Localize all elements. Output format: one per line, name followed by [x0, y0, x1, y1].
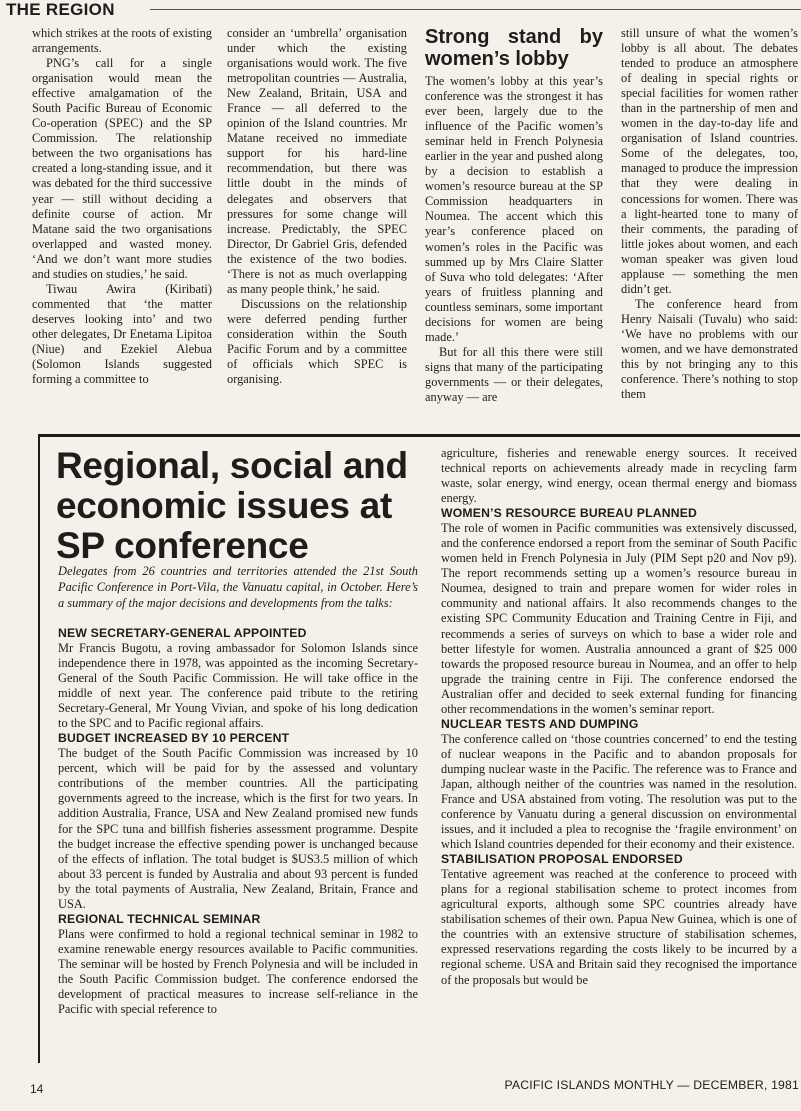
paragraph: But for all this there were still signs that many of the participating governments — or their delegates, anyway — are: [425, 344, 603, 404]
paragraph: Mr Francis Bugotu, a roving ambassador for Solomon Islands since independence there in 1978, was appointed as the incoming Secretary-General of the South Pacific Commission. He will take office in the middle of next year. The conference paid tribute to the retiring Secretary-General, Mr Young Vivian, and spoke of his long dedication to the SPC and to Pacific regional affairs.: [58, 641, 418, 731]
feature-intro: Delegates from 26 countries and territories attended the 21st South Pacific Conference in Port-Vila, the Vanuatu capital, in October. Here’s a summary of the major decisions and developments from the talks:: [58, 564, 418, 610]
paragraph: Tiwau Awira (Kiribati) commented that ‘the matter deserves looking into’ and two other delegates, Dr Enetama Lipitoa (Niue) and Ezekiel Alebua (Solomon Islands suggested forming a committee to: [32, 281, 212, 387]
magazine-footer: PACIFIC ISLANDS MONTHLY — DECEMBER, 1981: [504, 1078, 799, 1092]
subhead-secretary-general: NEW SECRETARY-GENERAL APPOINTED: [58, 626, 307, 640]
top-rule: [150, 9, 801, 10]
article-column-2: [227, 26, 407, 387]
subhead-nuclear: NUCLEAR TESTS AND DUMPING: [441, 716, 639, 731]
section-tag: THE REGION: [6, 0, 115, 19]
article-column-3: [425, 26, 603, 405]
paragraph: which strikes at the roots of existing arrangements.: [32, 26, 212, 56]
paragraph: Tentative agreement was reached at the conference to proceed with plans for a regional stabilisation scheme to protect incomes from agricultural exports, although some SPC countries already have stabilisation schemes of their own. Papua New Guinea, which is one of the countries with an extensive structure of stabilisation schemes, expressed reservations regarding the costs likely to be incurred by a regional scheme. USA and Britain said they recognised the importance of the proposals but would be: [441, 867, 797, 987]
feature-left-column: [58, 626, 418, 1017]
feature-headline: Regional, social and economic issues at SP conference: [56, 445, 408, 566]
subhead-budget: BUDGET INCREASED BY 10 PERCENT: [58, 731, 290, 746]
article-column-4: [621, 26, 798, 402]
paragraph: Plans were confirmed to hold a regional technical seminar in 1982 to examine renewable energy resources available to Pacific communities. The seminar will be hosted by French Polynesia and will be included in the South Pacific Commission budget. The conference endorsed the development of practical measures to increase self-reliance in the Pacific with special reference to: [58, 926, 418, 1017]
paragraph: The women’s lobby at this year’s conference was the strongest it has ever been, largely due to the influence of the Pacific women’s seminar held in French Polynesia earlier in the year and pushed along by a decision to establish a women’s resource bureau at the SP Commission headquarters in Noumea. The accent which this year’s conference placed on women’s roles in the Pacific was summed up by Mrs Claire Slatter of Suva who told delegates: ‘After years of fruitless planning and countless seminars, some important decisions for women are being made.’: [425, 74, 603, 344]
page-number: 14: [30, 1082, 44, 1096]
womens-lobby-headline: Strong stand by women’s lobby: [425, 26, 603, 70]
paragraph: The budget of the South Pacific Commission was increased by 10 percent, which will be paid for by the assessed and voluntary contributions of the member countries. All the participating governments agreed to the increase, which is the first for two years. In addition Australia, France, USA and New Zealand promised new funds for the SPC tuna and billfish fisheries assessment programme. Despite the budget increase the effective spending power is unchanged because of the effects of inflation. The total budget is $US3.5 million of which about 33 percent is funded by Australia and about 93 percent is funded by the total payments of Australia, New Zealand, Britain, France and USA.: [58, 746, 418, 911]
paragraph: consider an ‘umbrella’ organisation under which the existing organisations would work. The five metropolitan countries — Australia, New Zealand, Britain, USA and France — all deferred to the opinion of the Island countries. Mr Matane received no immediate support for his hard-line recommendation, but there was little doubt in the minds of delegates and observers that pressures for some change will increase. Predictably, the SPEC Director, Dr Gabriel Gris, defended the existence of the two bodies. ‘There is not as much overlapping as many people think,’ he said.: [227, 26, 407, 296]
subhead-technical-seminar: REGIONAL TECHNICAL SEMINAR: [58, 911, 261, 926]
feature-right-column: [441, 446, 797, 988]
subhead-stabilisation: STABILISATION PROPOSAL ENDORSED: [441, 852, 683, 867]
paragraph: still unsure of what the women’s lobby is all about. The debates tended to produce an atmosphere of dealing in special rights or special facilities for women rather than in the partnership of men and women in the day-to-day life and organisation of Island countries. Some of the delegates, too, managed to produce the impression that they were dealing in concessions for women. There was a light-hearted tone to many of their comments, the parading of little jokes about women, and each woman speaker was given loud applause — something the men didn’t get.: [621, 26, 798, 296]
paragraph: Discussions on the relationship were deferred pending further consideration within the South Pacific Forum and by a committee of officials which SPEC is organising.: [227, 296, 407, 387]
subhead-womens-bureau: WOMEN’S RESOURCE BUREAU PLANNED: [441, 506, 698, 521]
article-column-1: [32, 26, 212, 387]
paragraph: The conference called on ‘those countries concerned’ to end the testing of nuclear weapons in the Pacific and to abandon proposals for dumping nuclear waste in the Pacific. The reference was to France and Japan, although neither of the countries was named in the resolution. France and USA abstained from voting. The resolution was put to the conference by Vanuatu during a general discussion on environmental issues, and it included a plea to recognise the ‘fragile environment’ on which Island countries depended for their economy and their existence.: [441, 731, 797, 852]
paragraph: The role of women in Pacific communities was extensively discussed, and the conference endorsed a report from the seminar of South Pacific women held in French Polynesia in July (PIM Sept p20 and Nov p9). The report recommends setting up a women’s resource bureau in Noumea, designed to train and prepare women for wider roles in community and national affairs. It also recommends changes to the existing SPC Community Education and Training Centre in Fiji, and recommends a series of surveys on which to base a wider role and better lifestyle for women. Australia announced a grant of $25 000 towards the proposed resource bureau in Noumea, and an offer to help upgrade the training centre in Fiji. The conference endorsed the Australian offer and decided to seek external funding for financing other recommendations in the women’s seminar report.: [441, 521, 797, 716]
paragraph: agriculture, fisheries and renewable energy sources. It received technical reports on achievements already made in recycling farm waste, solar energy, wind energy, ocean thermal energy and biomass energy.: [441, 446, 797, 506]
paragraph: The conference heard from Henry Naisali (Tuvalu) who said: ‘We have no problems with our women, and we have demonstrated this by not bringing any to this conference. There’s nothing to stop them: [621, 296, 798, 402]
paragraph: PNG’s call for a single organisation would mean the effective amalgamation of the South Pacific Bureau of Economic Co-operation (SPEC) and the SP Commission. The relationship between the two organisations has created a long-standing issue, and it was debated for the third successive year — still without deciding a definite course of action. Mr Matane said the two organisations overlapped and wasted money. ‘And we don’t want more studies and studies on studies,’ he said.: [32, 56, 212, 281]
